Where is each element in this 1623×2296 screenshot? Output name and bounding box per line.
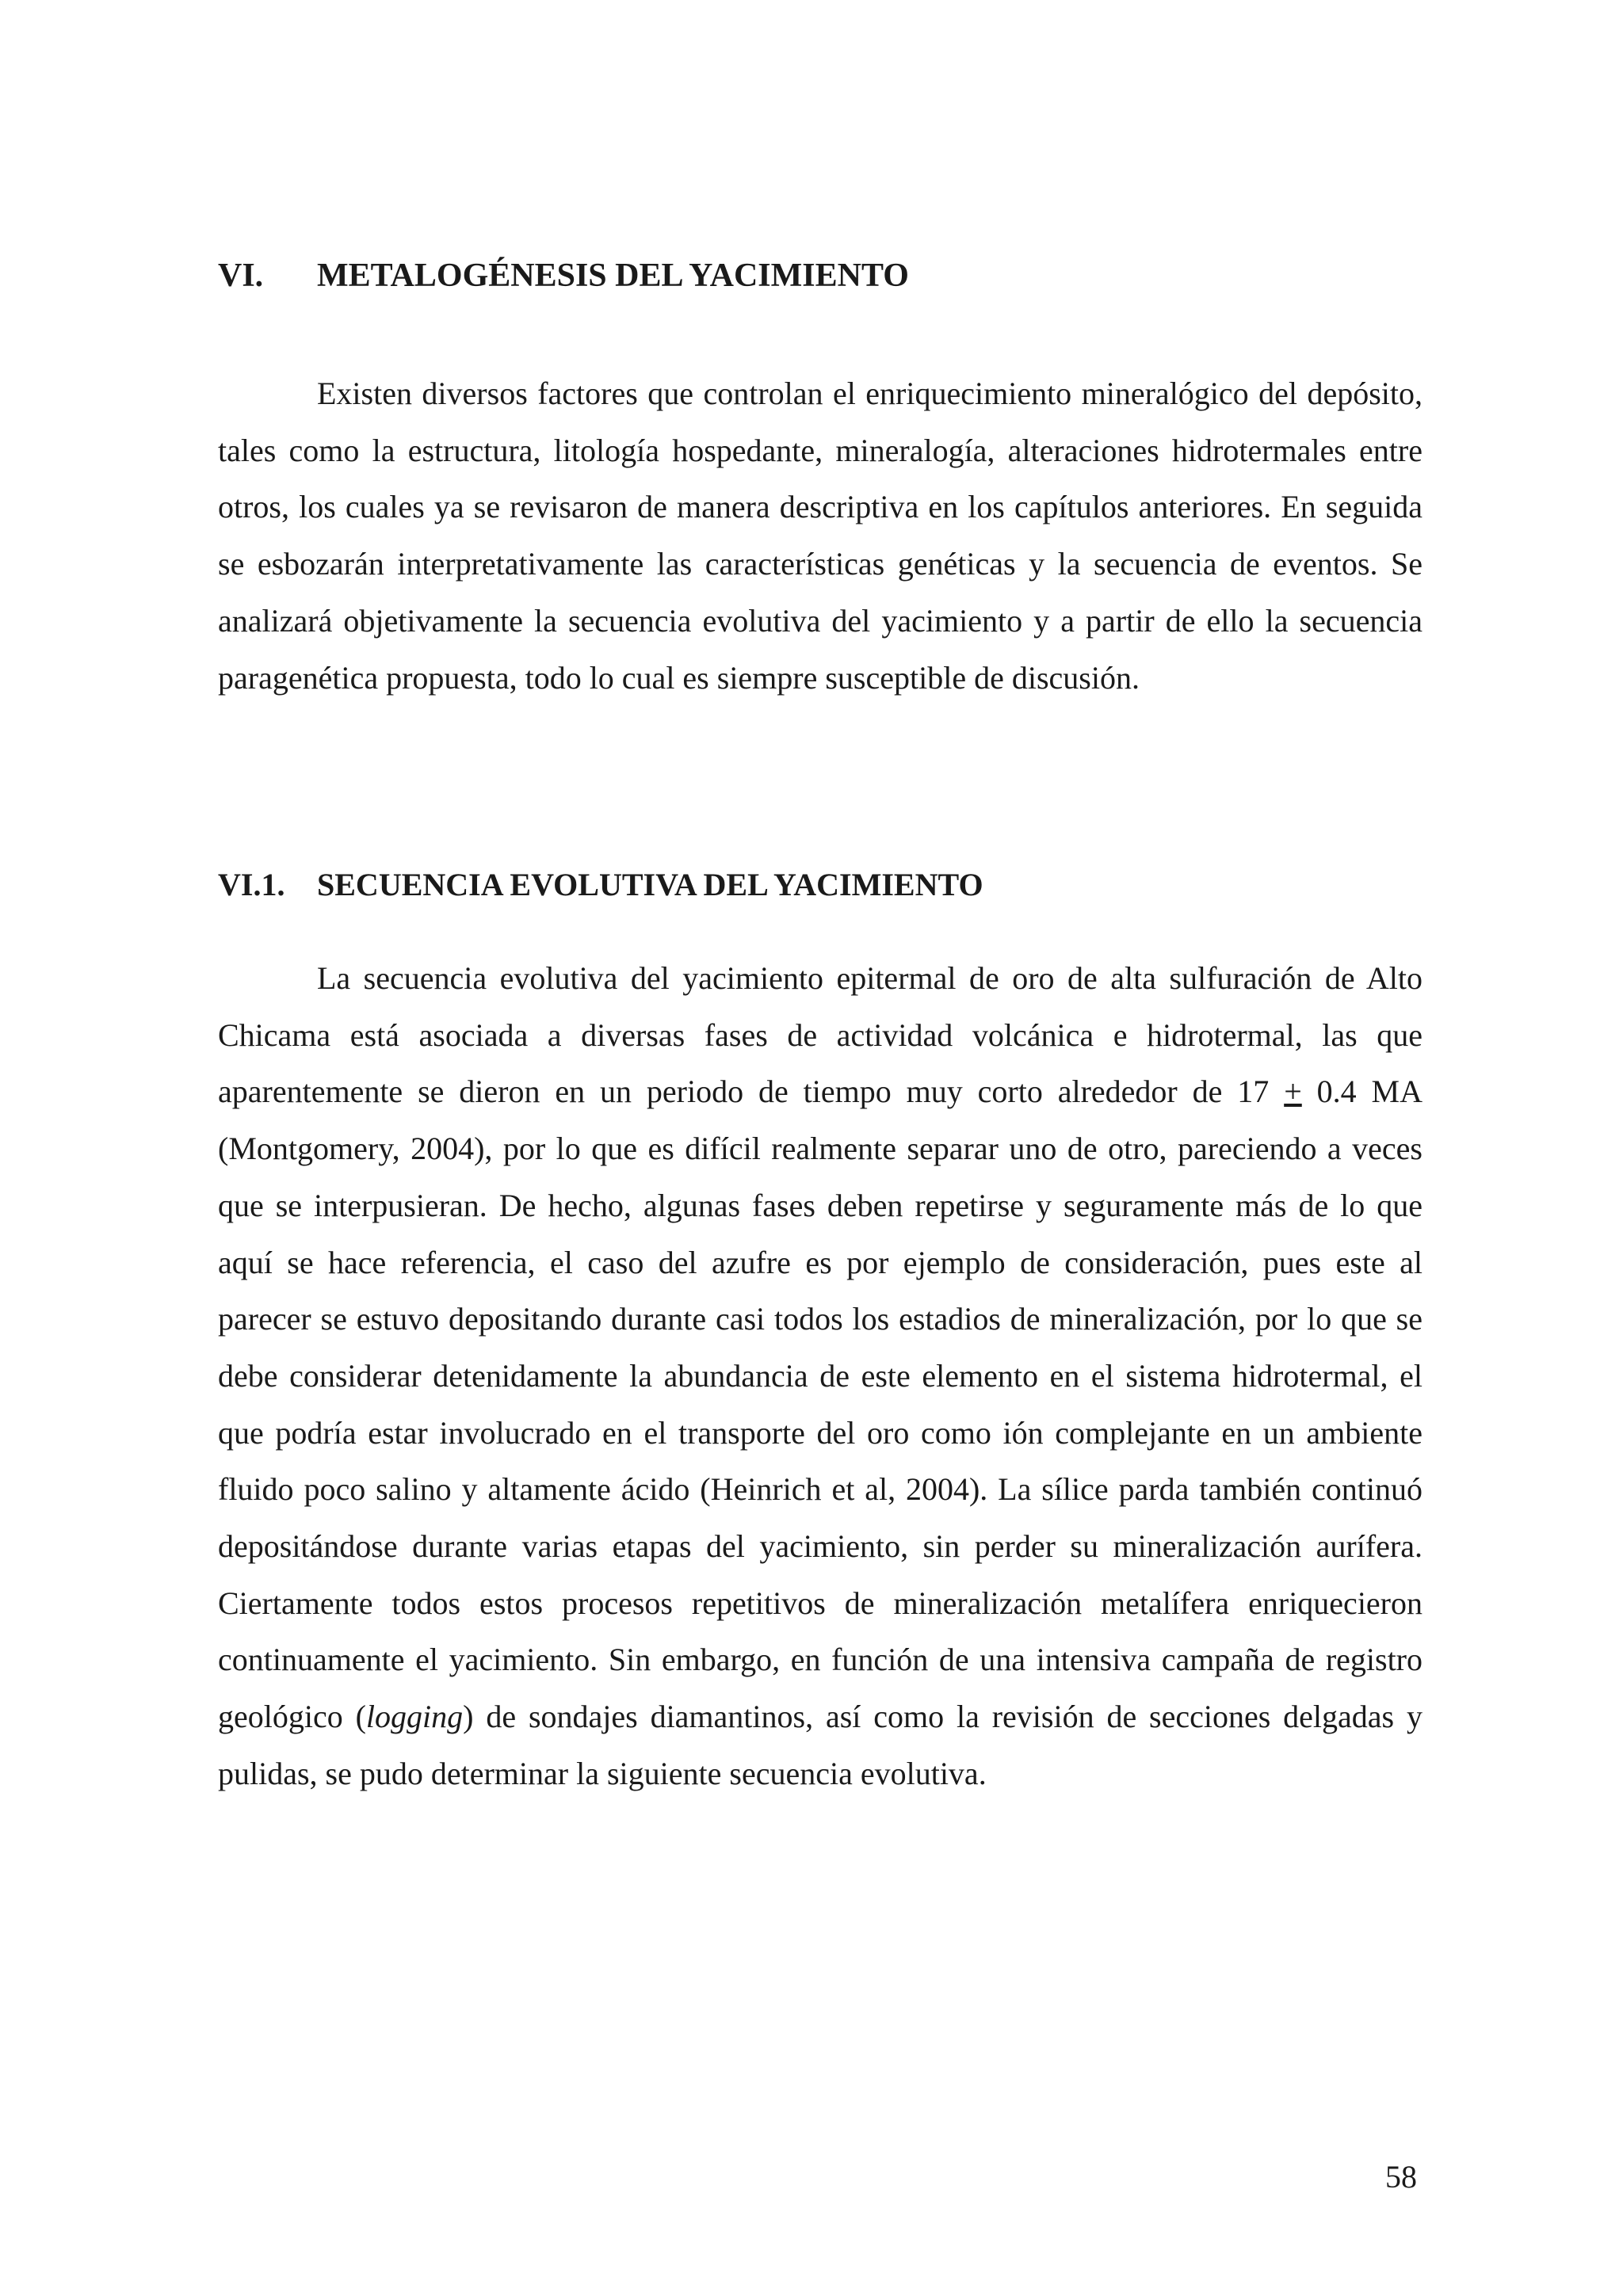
paragraph-text-part2: 0.4 MA (Montgomery, 2004), por lo que es difícil realmente separar uno de otro, pareciendo a veces que se interpusieran. De hecho, algunas fases deben repetirse y seguramente más de lo que aquí se hace referencia, el caso del azufre es por ejemplo de consideración, pues este al parecer se estuvo depositando durante casi todos los estadios de mineralización, por lo que se debe considerar detenidamente la abundancia de este elemento en el sistema hidrotermal, el que podría estar involucrado en el transporte del oro como ión complejante en un ambiente fluido poco salino y altamente ácido (Heinrich et al, 2004). La sílice parda también continuó depositándose durante varias etapas del yacimiento, sin perder su mineralización aurífera. Ciertamente todos estos procesos repetitivos de mineralización metalífera enriquecieron continuamente el yacimiento. Sin embargo, en función de una intensiva campaña de registro geológico ( — [218, 1074, 1423, 1735]
paragraph-text-part1: La secuencia evolutiva del yacimiento epitermal de oro de alta sulfuración de Alto Chicama está asociada a diversas fases de actividad volcánica e hidrotermal, las que aparentemente se dieron en un periodo de tiempo muy corto alrededor de 17 — [218, 960, 1423, 1110]
section-number: VI. — [218, 257, 264, 294]
subsection-heading — [218, 869, 983, 901]
page-number: 58 — [1385, 2159, 1417, 2195]
section-intro-paragraph: Existen diversos factores que controlan el enriquecimiento mineralógico del depósito, tales como la estructura, litología hospedante, mineralogía, alteraciones hidrotermales entre otros, los cuales ya se revisaron de manera descriptiva en los capítulos anteriores. En seguida se esbozarán interpretativamente las características genéticas y la secuencia de eventos. Se analizará objetivamente la secuencia evolutiva del yacimiento y a partir de ello la secuencia paragenética propuesta, todo lo cual es siempre susceptible de discusión. — [218, 376, 1423, 696]
subsection-title: SECUENCIA EVOLUTIVA DEL YACIMIENTO — [317, 867, 983, 902]
paragraph-text-part3: ) de sondajes diamantinos, así como la revisión de secciones delgadas y pulidas, se pudo determinar la siguiente secuencia evolutiva. — [218, 1699, 1423, 1791]
subsection-number: VI.1. — [218, 867, 285, 902]
section-heading — [218, 259, 909, 292]
subsection-paragraph — [218, 950, 1423, 1802]
section-title: METALOGÉNESIS DEL YACIMIENTO — [317, 257, 909, 294]
italic-term-logging: logging — [365, 1699, 464, 1735]
plus-minus-symbol: + — [1284, 1074, 1302, 1110]
